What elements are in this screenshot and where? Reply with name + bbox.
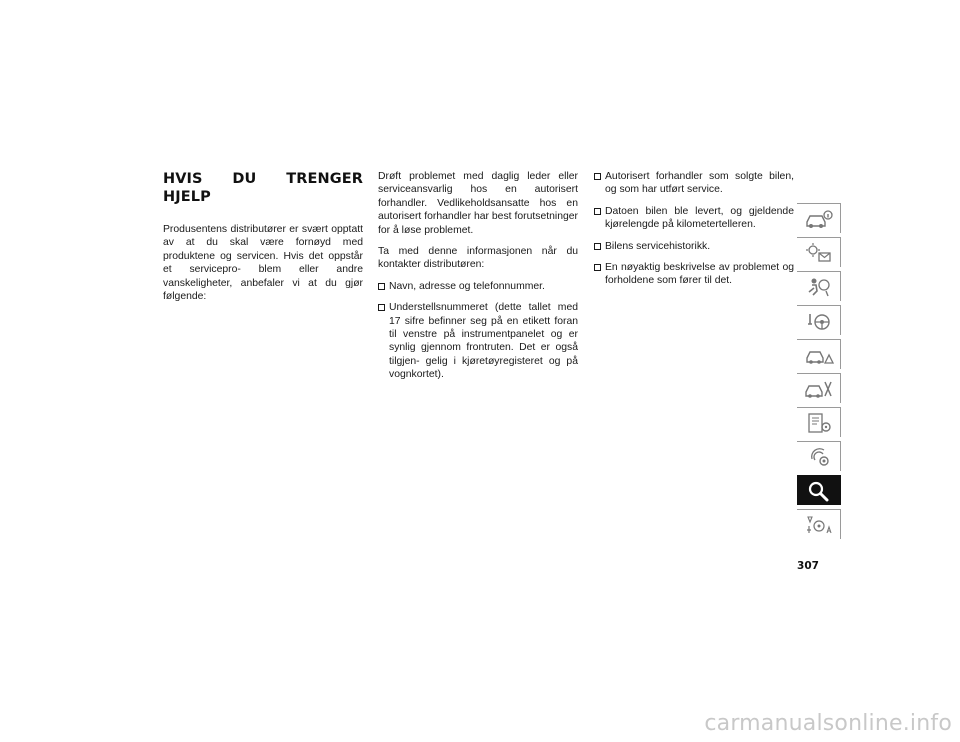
paragraph-bring-info: Ta med denne informasjonen når du kontakter distributøren: [378,246,578,271]
column-1 [163,170,363,311]
tab-technical-specifications[interactable] [797,407,841,437]
info-list [378,280,578,382]
tab-warning-lights[interactable] [797,237,841,267]
magnifier-icon [804,480,834,502]
list-item: En nøyaktig beskrivelse av problemet og forholdene som fører til det. [594,261,794,288]
list-item: Bilens servicehistorikk. [594,240,794,253]
steering-wheel-icon [804,310,834,332]
tab-servicing-maintenance[interactable] [797,373,841,403]
tab-in-case-of-emergency[interactable] [797,339,841,369]
page-number: 307 [797,560,819,572]
roadside-emergency-icon [804,344,834,366]
chapter-tabs [797,203,841,543]
intro-paragraph: Produsentens distributører er svært opptatt av at du skal være fornøyd med produktene og servicen. Hvis det oppstår et servicepro- blem eller andre vanskeligheter, anbefaler vi at du gjør følgende: [163,224,363,303]
multimedia-icon [804,446,834,468]
list-item: Navn, adresse og telefonnummer. [378,280,578,293]
list-item: Autorisert forhandler som solgte bilen, og som har utført service. [594,170,794,197]
tab-multimedia[interactable] [797,441,841,471]
column-3 [594,170,794,296]
index-icon [804,514,834,536]
car-maintenance-icon [804,378,834,400]
paragraph-discuss-problem: Drøft problemet med daglig leder eller serviceansvarlig hos en autorisert forhandler. Vedlikeholdsansatte hos en autorisert forhandler har best forutsetninger for å løse problemet. [378,171,578,236]
technical-specs-icon [804,412,834,434]
tab-index[interactable] [797,509,841,539]
tab-customer-assistance[interactable] [797,475,841,505]
safety-airbag-icon [804,276,834,298]
list-item: Understellsnummeret (dette tallet med 17 sifre befinner seg på en etikett foran til venstre på instrumentpanelet og er synlig gjennom frontruten. Det er også tilgjen- gelig i kjøretøyregisteret og på vognkortet). [378,301,578,381]
car-info-icon [804,208,834,230]
tab-getting-to-know[interactable] [797,203,841,233]
tab-starting-operating[interactable] [797,305,841,335]
tab-safety[interactable] [797,271,841,301]
warning-lights-icon [804,242,834,264]
watermark: carmanualsonline.info [704,711,952,736]
info-list-continued [594,170,794,288]
column-2 [378,170,578,390]
list-item: Datoen bilen ble levert, og gjeldende kjørelengde på kilometertelleren. [594,205,794,232]
section-heading: HVIS DU TRENGER HJELP [163,171,363,205]
